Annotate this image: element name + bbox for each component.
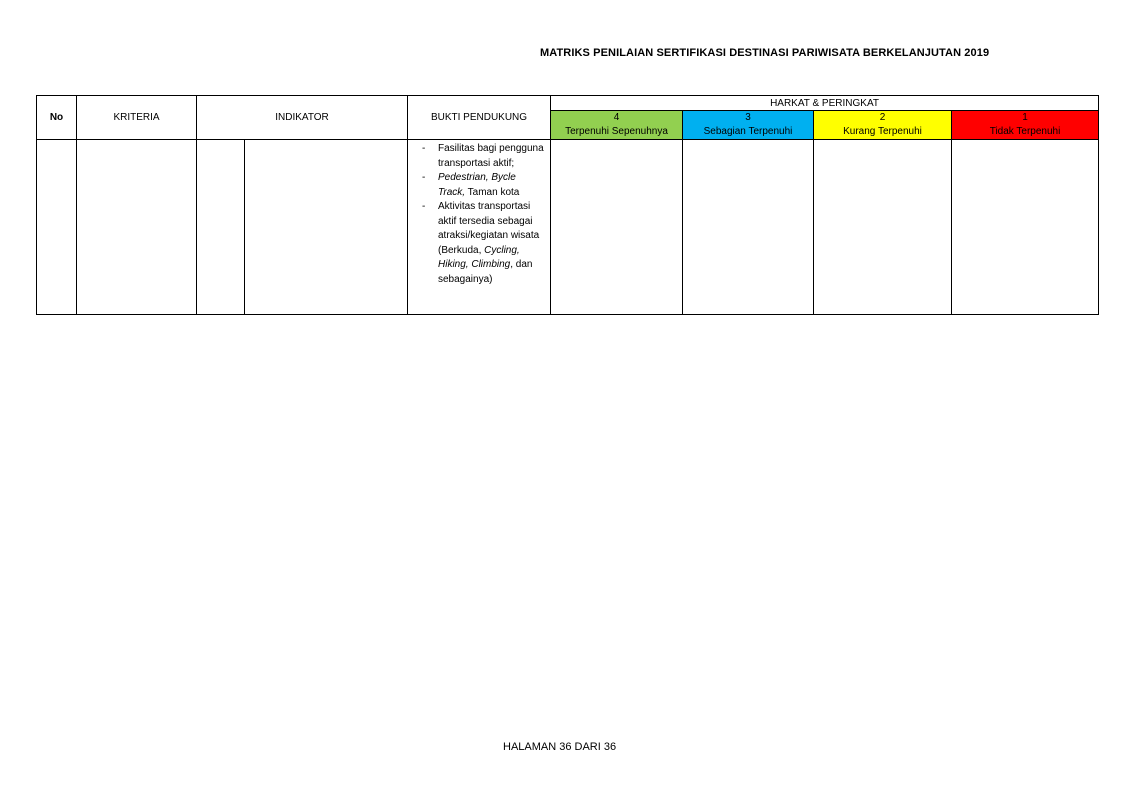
cell-indikator-text bbox=[245, 140, 408, 315]
header-kriteria: KRITERIA bbox=[77, 96, 197, 140]
bukti-text: Cycling, Hiking, Climbing bbox=[438, 244, 520, 270]
list-item bbox=[422, 200, 544, 287]
bukti-list bbox=[408, 140, 550, 287]
grade-2-label: Kurang Terpenuhi bbox=[843, 126, 922, 137]
page-footer: HALAMAN 36 DARI 36 bbox=[503, 741, 617, 753]
assessment-matrix-table bbox=[36, 95, 1099, 315]
grade-3-score: 3 bbox=[745, 112, 751, 123]
cell-no bbox=[37, 140, 77, 315]
header-harkat-peringkat: HARKAT & PERINGKAT bbox=[551, 96, 1099, 111]
grade-3-label: Sebagian Terpenuhi bbox=[703, 126, 793, 137]
cell-grade-4 bbox=[551, 140, 683, 315]
bullet-dash: - bbox=[422, 201, 426, 212]
grade-4-label: Terpenuhi Sepenuhnya bbox=[565, 126, 668, 137]
grade-1-score: 1 bbox=[1022, 112, 1028, 123]
table-row bbox=[37, 140, 1099, 315]
bukti-text: Aktivitas transportasi aktif tersedia sebagai atraksi/kegiatan wisata (Berkuda, bbox=[438, 201, 540, 256]
grade-2-score: 2 bbox=[879, 112, 886, 123]
list-item bbox=[422, 142, 544, 171]
grade-4-score: 4 bbox=[613, 112, 620, 123]
header-bukti-pendukung: BUKTI PENDUKUNG bbox=[408, 96, 551, 140]
cell-kriteria bbox=[77, 140, 197, 315]
grade-3-cell bbox=[683, 111, 814, 140]
cell-bukti-pendukung bbox=[408, 140, 551, 315]
cell-grade-1 bbox=[952, 140, 1099, 315]
document-title: MATRIKS PENILAIAN SERTIFIKASI DESTINASI PARIWISATA BERKELANJUTAN 2019 bbox=[540, 47, 990, 59]
header-row bbox=[37, 96, 1099, 111]
bukti-text: Pedestrian, Bycle Track, bbox=[438, 172, 516, 198]
header-no: No bbox=[37, 96, 77, 140]
grade-2-cell bbox=[814, 111, 952, 140]
cell-grade-3 bbox=[683, 140, 814, 315]
grade-1-label: Tidak Terpenuhi bbox=[989, 126, 1061, 137]
cell-grade-2 bbox=[814, 140, 952, 315]
bukti-text: Fasilitas bagi pengguna transportasi aktif; bbox=[438, 143, 544, 169]
grade-1-cell bbox=[952, 111, 1099, 140]
list-item bbox=[422, 171, 544, 200]
cell-indikator-code bbox=[197, 140, 245, 315]
bukti-text: , dan sebagainya) bbox=[438, 259, 533, 285]
grade-4-cell bbox=[551, 111, 683, 140]
bullet-dash: - bbox=[422, 172, 426, 183]
bukti-text: Taman kota bbox=[465, 186, 520, 198]
bullet-dash: - bbox=[422, 143, 426, 154]
header-indikator: INDIKATOR bbox=[197, 96, 408, 140]
